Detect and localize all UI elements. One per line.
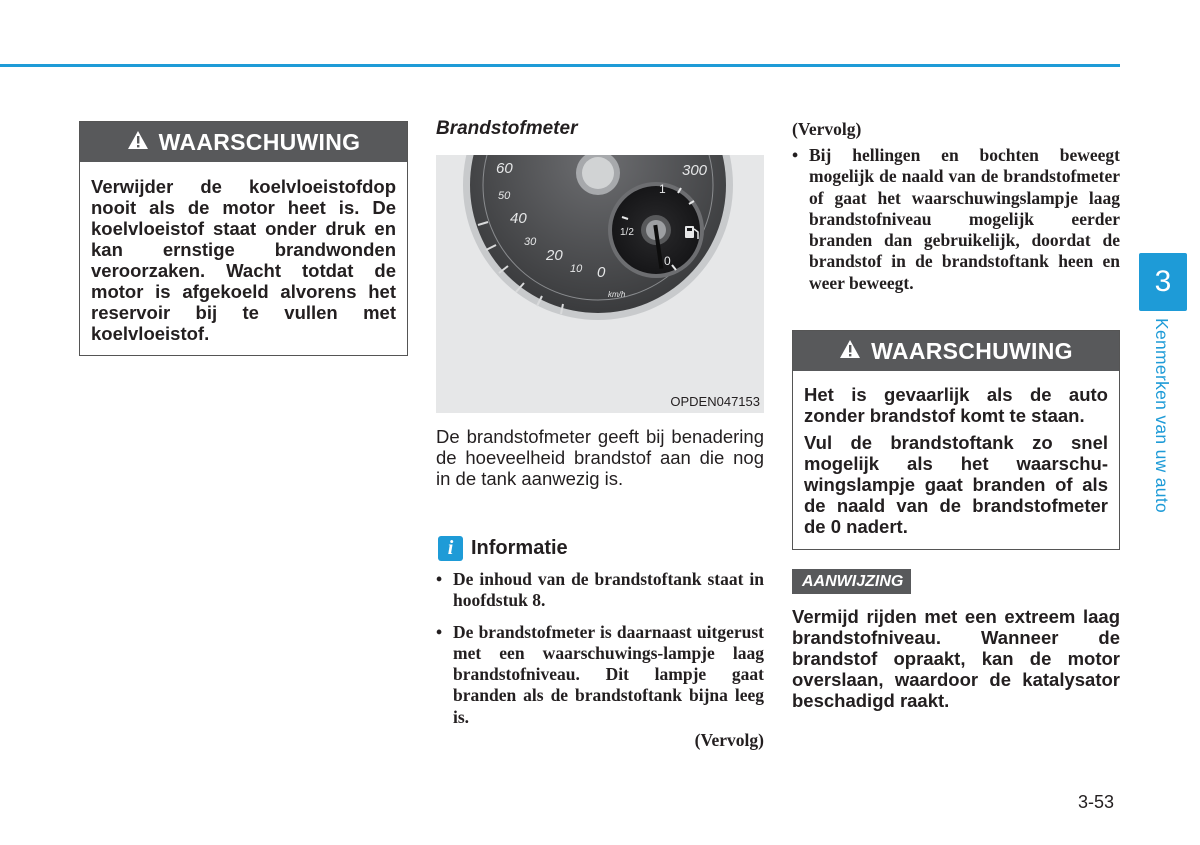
speed-label-30: 30 <box>524 236 537 248</box>
warning-text: Verwijder de koelvloeistofdop nooit als de motor heet is. De koelvloeistof staat onder druk en kan ernstige brandwonden veroorzaken. Wacht totdat de motor is afgekoeld alvorens het reservoir bij te vullen met koelvloeistof. <box>91 176 396 344</box>
info-header <box>438 536 568 561</box>
speed-label-50: 50 <box>498 190 511 202</box>
speed-label-40: 40 <box>510 210 527 227</box>
speed-label-300: 300 <box>682 162 708 179</box>
section-heading: Brandstofmeter <box>436 118 578 139</box>
notice-label: AANWIJZING <box>792 569 911 594</box>
continued-label-top: (Vervolg) <box>792 119 862 139</box>
warning-text: Het is gevaarlijk als de auto zonder brandstof komt te staan. <box>804 384 1108 426</box>
list-item: • De brandstofmeter is daarnaast uitgerust met een waarschuwings-lampje laag brandstofniveau. Dit lampje gaat branden als de brandstoftank bijna leeg is. <box>436 621 764 727</box>
warning-triangle-icon <box>839 338 861 365</box>
header-rule <box>0 64 1120 67</box>
figure-code: OPDEN047153 <box>670 394 760 409</box>
warning-text: Vul de brandstoftank zo snel mogelijk als het waarschu-wingslampje gaat branden of als de naald van de brandstofmeter de 0 nadert. <box>804 432 1108 537</box>
info-icon: i <box>438 536 463 561</box>
list-item: • Bij hellingen en bochten beweegt mogelijk de naald van de brandstofmeter of gaat het waarschuwingslampje laag brandstofniveau mogelijk eerder branden dan gebruikelijk, doordat de brandstof in de brandstoftank heen en weer beweegt. <box>792 145 1120 293</box>
list-item: • De inhoud van de brandstoftank staat in hoofdstuk 8. <box>436 569 764 611</box>
fuel-empty-label: 0 <box>664 254 671 268</box>
continued-label: (Vervolg) <box>694 730 764 750</box>
notice-text: Vermijd rijden met een extreem laag brandstofniveau. Wanneer de brandstof opraakt, kan de motor overslaan, waardoor de katalysator beschadigd raakt. <box>792 606 1120 711</box>
info-bullet-list <box>436 569 764 736</box>
chapter-tab: 3 <box>1139 253 1187 311</box>
warning-box-coolant <box>79 121 408 356</box>
warning-box-fuel <box>792 330 1120 550</box>
fuel-full-label: 1 <box>659 182 666 196</box>
warning-title: WAARSCHUWING <box>871 337 1073 364</box>
warning-header <box>793 331 1119 371</box>
warning-title: WAARSCHUWING <box>158 128 361 155</box>
warning-triangle-icon <box>127 129 149 156</box>
speed-label-60: 60 <box>496 160 513 177</box>
speed-label-0: 0 <box>597 264 606 281</box>
speed-label-10: 10 <box>570 263 583 275</box>
continued-bullet-list <box>792 145 1120 302</box>
info-title: Informatie <box>471 537 568 559</box>
fuel-half-label: 1/2 <box>620 227 634 238</box>
fuel-gauge-figure <box>436 155 764 413</box>
fuel-paragraph: De brandstofmeter geeft bij benadering de hoeveelheid brandstof aan die nog in de tank aanwezig is. <box>436 426 764 489</box>
page-number: 3-53 <box>1078 792 1115 812</box>
speed-unit-label: km/h <box>608 290 626 299</box>
speed-label-20: 20 <box>546 247 563 264</box>
fuel-gauge-illustration <box>436 155 764 413</box>
chapter-title: Kenmerken van uw auto <box>1152 318 1172 514</box>
warning-header <box>80 122 407 162</box>
